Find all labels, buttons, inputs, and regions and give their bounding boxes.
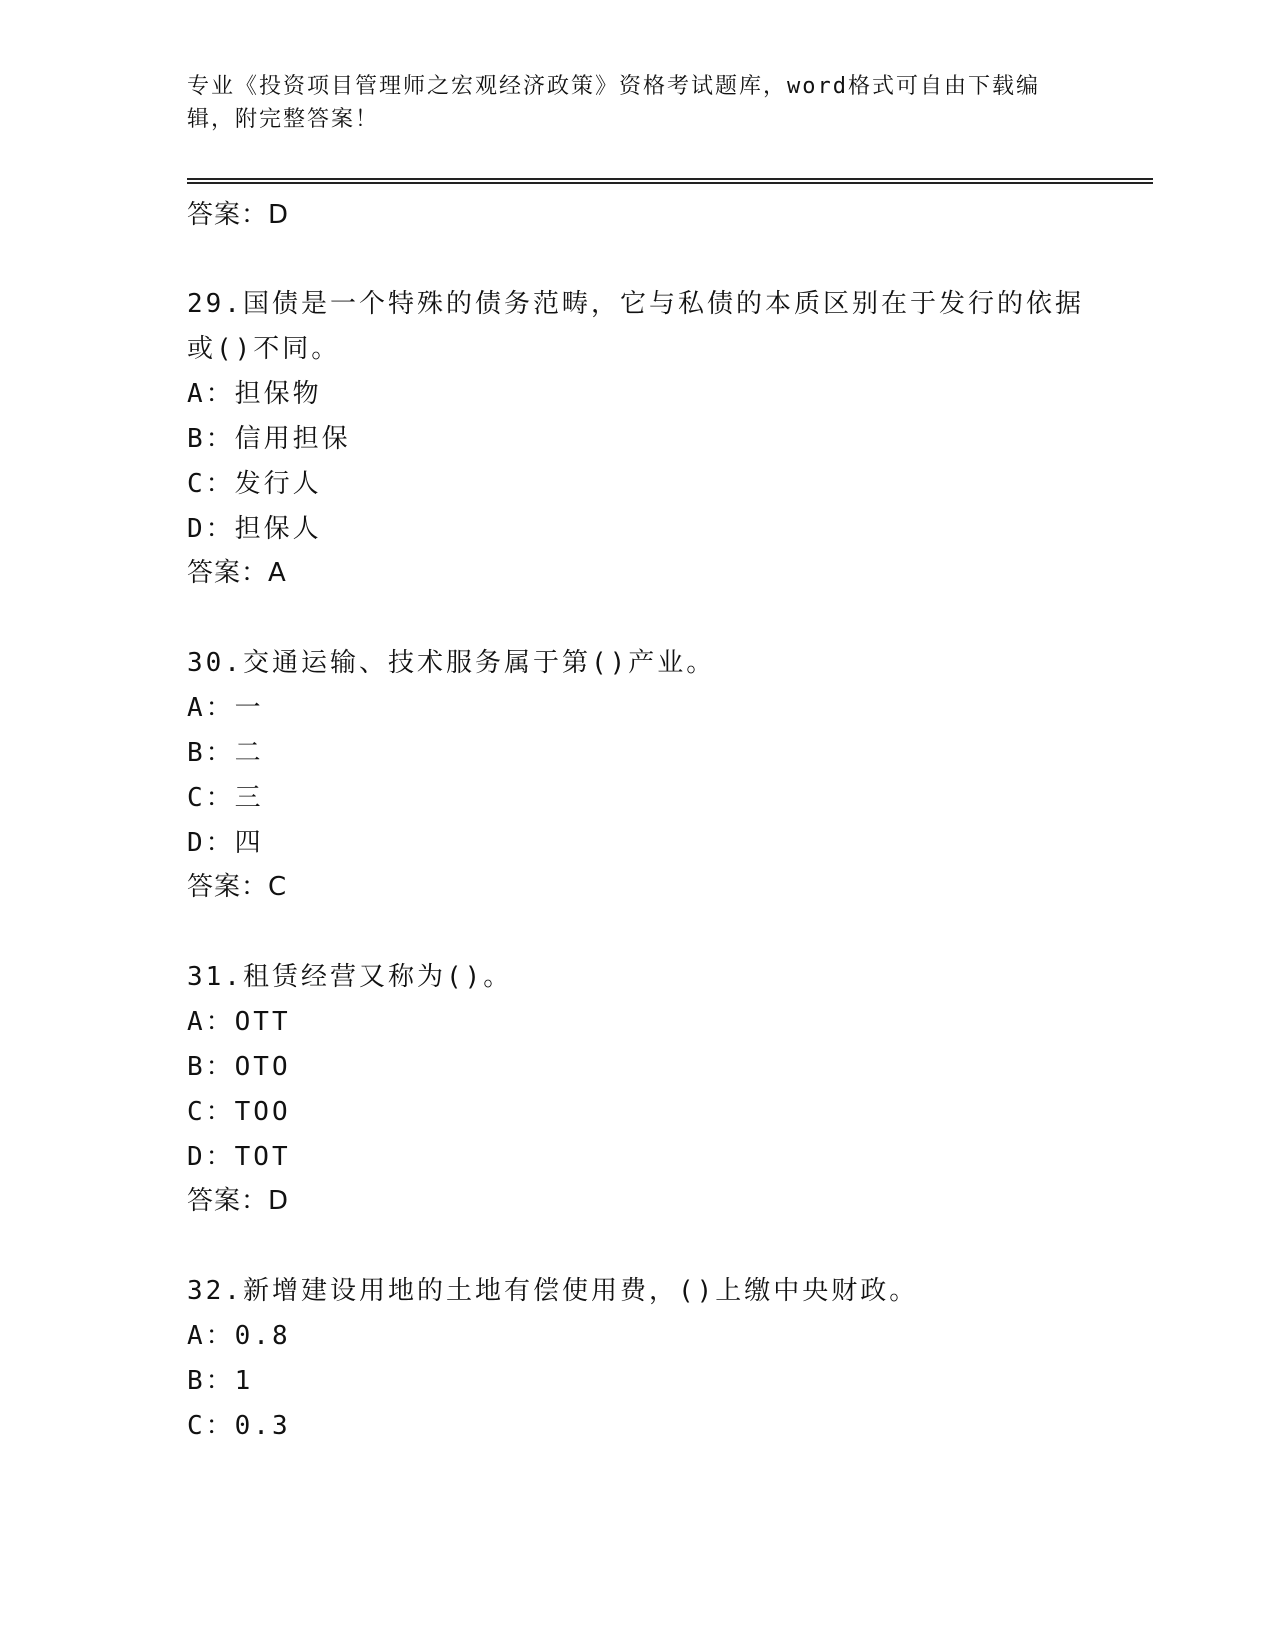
question-32-option-c: C：0.3 xyxy=(187,1411,291,1441)
question-30-text: 30.交通运输、技术服务属于第()产业。 xyxy=(187,648,716,678)
question-30-option-c: C：三 xyxy=(187,783,264,813)
question-30-option-d: D：四 xyxy=(187,828,264,858)
question-30-option-b: B：二 xyxy=(187,738,264,768)
question-29-text-line-2: 或()不同。 xyxy=(187,334,341,364)
question-29-text-line-1: 29.国债是一个特殊的债务范畴，它与私债的本质区别在于发行的依据 xyxy=(187,289,1084,319)
question-29-option-c: C：发行人 xyxy=(187,469,322,499)
question-32-option-a: A：0.8 xyxy=(187,1321,291,1351)
question-29-option-b: B：信用担保 xyxy=(187,424,351,454)
answer-28: 答案：D xyxy=(187,200,290,230)
question-31-option-d: D：TOT xyxy=(187,1142,291,1172)
answer-30: 答案：C xyxy=(187,872,288,902)
question-31-option-c: C：TOO xyxy=(187,1097,291,1127)
answer-29: 答案：A xyxy=(187,558,287,588)
question-32-option-b: B：1 xyxy=(187,1366,254,1396)
header-divider-top xyxy=(187,178,1153,180)
document-header xyxy=(187,70,1087,136)
header-divider-bottom xyxy=(187,182,1153,184)
header-line-2: 辑，附完整答案！ xyxy=(187,107,380,132)
question-29-option-a: A：担保物 xyxy=(187,379,322,409)
question-32-text: 32.新增建设用地的土地有偿使用费，()上缴中央财政。 xyxy=(187,1276,919,1306)
question-31-option-a: A：OTT xyxy=(187,1007,291,1037)
question-31-option-b: B：OTO xyxy=(187,1052,291,1082)
header-line-1: 专业《投资项目管理师之宏观经济政策》资格考试题库，word格式可自由下载编 xyxy=(187,74,1040,99)
question-31-text: 31.租赁经营又称为()。 xyxy=(187,962,513,992)
answer-31: 答案：D xyxy=(187,1186,290,1216)
question-30-option-a: A：一 xyxy=(187,693,264,723)
question-29-option-d: D：担保人 xyxy=(187,514,322,544)
